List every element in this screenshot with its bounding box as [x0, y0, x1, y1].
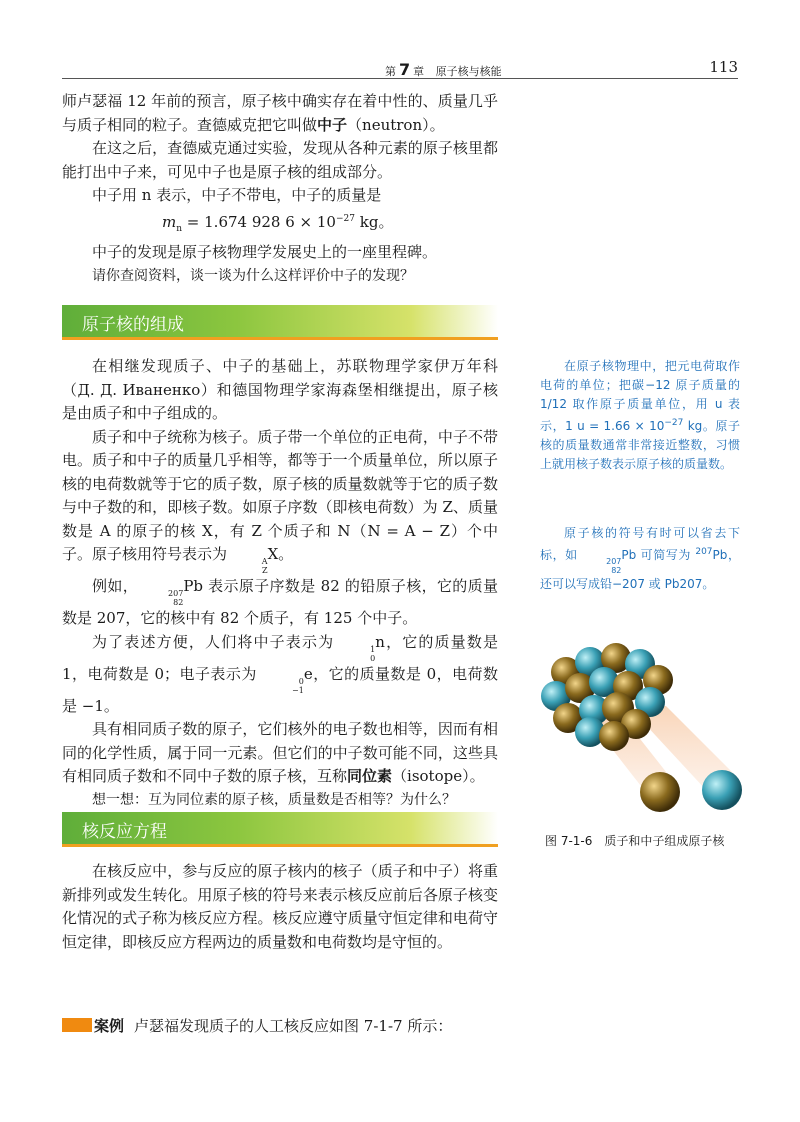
page-number: 113: [709, 58, 738, 76]
para1-tail: （neutron）。: [347, 115, 445, 134]
paragraph-3: 中子用 n 表示，中子不带电，中子的质量是: [92, 186, 382, 204]
case-text: 卢瑟福发现质子的人工核反应如图 7-1-7 所示：: [134, 1017, 453, 1035]
nuclide-notation: [232, 557, 268, 575]
formula-unit: kg。: [354, 212, 394, 231]
neutron-mass-formula: [62, 208, 498, 242]
p8-tail: ，它的质量数是 0，电荷数是 −1。: [62, 664, 498, 715]
p6-text: 质子和中子统称为核子。质子带一个单位的正电荷，中子不带电。质子和中子的质量几乎相等，都等于一个质量单位，所以原子核的电荷数就等于它的质子数，原子核的质量数就等于它的质子数与中子数的和，即核子数。如原子序数（即核电荷数）为 Z、质量数是 A 的原子的核 X，有 Z 个质子和 N（N = A − Z）个中子。原子核用符号表示为: [62, 427, 498, 563]
question-2: 想一想：互为同位素的原子核，质量数是否相等？为什么？: [92, 791, 456, 808]
chapter-title: 原子核与核能: [435, 65, 502, 78]
formula-exp: −27: [335, 213, 355, 224]
p6-tail: 。: [278, 545, 294, 563]
side2-text: 原子核的符号有时可以省去下标，如: [540, 526, 740, 562]
electron-notation: [262, 677, 304, 695]
chapter-number: 7: [399, 60, 411, 79]
side-note-2: [540, 524, 740, 594]
figure-caption: 图 7-1-6 质子和中子组成原子核: [545, 834, 725, 848]
e-symbol: e: [303, 664, 313, 683]
side-pb-symbol: Pb: [621, 548, 637, 562]
pb-symbol: Pb: [183, 577, 204, 595]
chapter-label: [385, 60, 502, 79]
composition-block: [62, 355, 498, 812]
formula-eq: = 1.674 928 6 × 10: [182, 212, 336, 231]
case-label: 案例: [94, 1017, 125, 1035]
free-proton: [702, 770, 742, 810]
pb-notation: [138, 589, 183, 607]
free-neutron: [640, 772, 680, 812]
paragraph-4: 中子的发现是原子核物理学发展史上的一座里程碑。: [92, 243, 438, 261]
atomic-number: Z: [262, 566, 268, 575]
side-pb-mass-short: 207: [695, 547, 713, 557]
paragraph-7: [62, 575, 498, 631]
term-neutron: 中子: [317, 115, 348, 134]
side-note-1-text: [540, 357, 740, 474]
pb-mass: 207: [168, 589, 184, 598]
paragraph-2: 在这之后，查德威克通过实验，发现从各种元素的原子核里都能打出中子来，可见中子也是原子核的组成部分。: [62, 139, 498, 181]
n-mass: 1: [370, 644, 376, 654]
neutron-sphere: [599, 721, 629, 751]
section-heading-composition: [62, 305, 498, 340]
page-header: [62, 56, 738, 79]
side2-tail: ，还可以写成铅−207 或 Pb207。: [540, 548, 740, 591]
section-title: 核反应方程: [82, 822, 167, 842]
p8-mid: ，它的质量数是 1，电荷数是 0；电子表示为: [62, 632, 498, 683]
side1-exp: −27: [664, 418, 684, 428]
reaction-block: [62, 860, 498, 954]
p9-tail: （isotope）。: [392, 767, 485, 785]
section-heading-reaction: [62, 812, 498, 847]
side-note-2-text: [540, 524, 740, 594]
chapter-prefix: 第: [385, 65, 396, 78]
side-note-1: [540, 357, 740, 474]
formula-sub: n: [176, 223, 183, 234]
case-bar: [62, 1018, 92, 1032]
side2-mid: 可简写为: [636, 548, 696, 562]
paragraph-6: [62, 426, 498, 576]
chapter-suffix: 章: [413, 65, 425, 78]
n-z: 0: [370, 653, 376, 663]
para1-text: 师卢瑟福 12 年前的预言，原子核中确实存在着中性的、质量几乎与质子相同的粒子。查德威克把它叫做: [62, 92, 498, 134]
side-pb-mass: 207: [606, 557, 622, 566]
p7-text: 例如，: [92, 577, 139, 595]
e-mass: 0: [298, 676, 304, 686]
side1-tail: kg。原子核的质量数通常非常接近整数，习惯上就用核子数表示原子核的质量数。: [540, 419, 740, 471]
side-pb-notation: [582, 557, 621, 575]
formula-m: m: [162, 212, 177, 231]
neutron-notation: [340, 645, 375, 663]
paragraph-10: 在核反应中，参与反应的原子核内的核子（质子和中子）将重新排列或发生转化。用原子核的符号来表示核反应前后各原子核变化情况的式子称为核反应方程。核反应遵守质量守恒定律和电荷守恒定律，即核反应方程两边的质量数和电荷数均是守恒的。: [62, 862, 498, 951]
case-line: [62, 1015, 542, 1036]
pb-z: 82: [173, 598, 184, 607]
nuclide-symbol: X: [267, 545, 279, 563]
side-pb-z: 82: [611, 566, 622, 575]
paragraph-5: 在相继发现质子、中子的基础上，苏联物理学家伊万年科（Д. Д. Иваненко）和德国物理学家海森堡相继提出，原子核是由质子和中子组成的。: [62, 357, 498, 422]
intro-block: [62, 90, 498, 288]
p7-tail: 表示原子序数是 82 的铅原子核，它的质量数是 207，它的核中有 82 个质子，有 125 个中子。: [62, 577, 498, 627]
side1-text: 在原子核物理中，把元电荷取作电荷的单位；把碳−12 原子质量的 1/12 取作原子质量单位，用 u 表示，1 u = 1.66 × 10: [540, 359, 740, 433]
section-title: 原子核的组成: [82, 315, 184, 335]
p8-text: 为了表述方便，人们将中子表示为: [92, 632, 341, 651]
n-symbol: n: [375, 632, 385, 651]
mass-number: A: [261, 557, 268, 566]
e-z: −1: [292, 685, 304, 695]
paragraph-9: [62, 718, 498, 789]
paragraph-8: [62, 631, 498, 719]
nucleus-illustration: [538, 640, 748, 820]
term-isotope: 同位素: [347, 767, 393, 785]
p9-text: 具有相同质子数的原子，它们核外的电子数也相等，因而有相同的化学性质，属于同一元素。但它们的中子数可能不同，这些具有相同质子数和不同中子数的原子核，互称: [62, 720, 498, 785]
side-pb-symbol-short: Pb: [712, 548, 728, 562]
nucleus-cluster: [541, 643, 673, 751]
question-1: 请你查阅资料，谈一谈为什么这样评价中子的发现？: [92, 267, 414, 284]
paragraph-1: [62, 90, 498, 137]
